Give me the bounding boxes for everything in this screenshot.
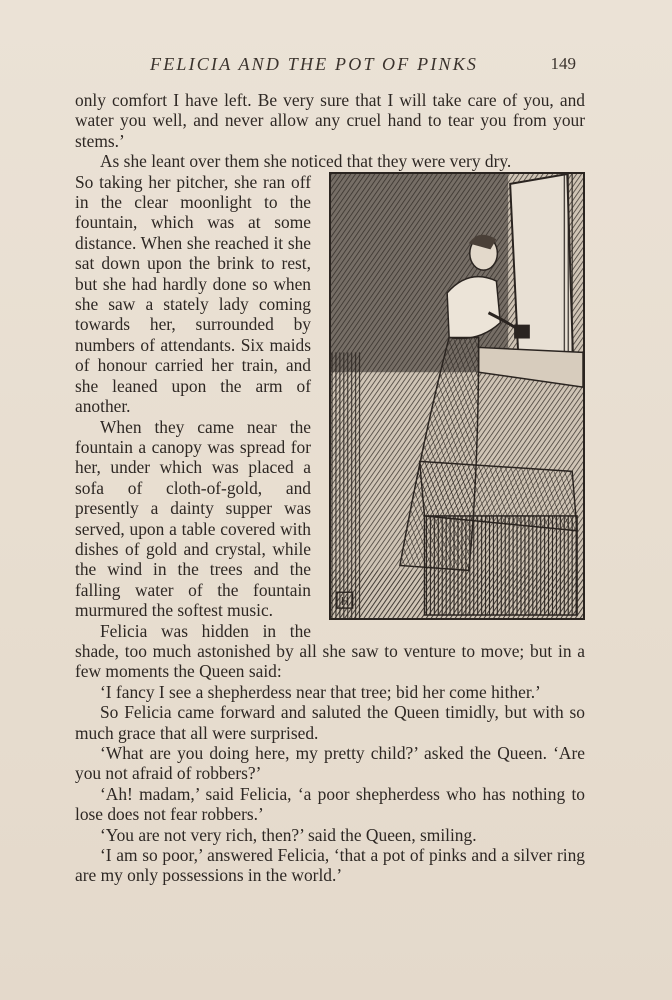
running-title: FELICIA AND THE POT OF PINKS	[150, 54, 479, 74]
paragraph-pitcher: So taking her pitcher, she ran off in the clear moonlight to the fountain, which was at some distance. When she reached it she sat down upon the brink to rest, but she had hardly done so when she saw a stately lady coming towards her, surrounded by numbers of attendants. Six maids of honour carried her train, and she leaned upon the arm of another.	[75, 171, 311, 417]
artist-monogram: H	[340, 594, 349, 608]
paragraph: Felicia was hidden in the shade, too much astonished by all she saw to venture to move; but in a few moments the Queen said:	[75, 620, 585, 682]
paragraph: ‘You are not very rich, then?’ said the Queen, smiling.	[100, 824, 477, 845]
paragraph: only comfort I have left. Be very sure that I will take care of you, and water you well, and never allow any cruel hand to tear you from your stems.’	[75, 90, 585, 151]
paragraph: So Felicia came forward and saluted the Queen timidly, but with so much grace that all were surprised.	[75, 702, 585, 743]
illustration-felicia-at-window	[329, 172, 585, 620]
paragraph: ‘I fancy I see a shepherdess near that tree; bid her come hither.’	[100, 681, 541, 702]
paragraph: ‘What are you doing here, my pretty child?’ asked the Queen. ‘Are you not afraid of robbers?’	[75, 743, 585, 784]
paragraph: ‘Ah! madam,’ said Felicia, ‘a poor shepherdess who has nothing to lose does not fear robbers.’	[75, 783, 585, 825]
paragraph-lead-line: As she leant over them she noticed that they were very dry.	[100, 151, 512, 172]
page-header	[150, 54, 580, 80]
engraving-image	[331, 174, 583, 618]
paragraph-noticed-dry	[75, 151, 585, 171]
paragraph: When they came near the fountain a canopy was spread for her, under which was placed a sofa of cloth-of-gold, and presently a dainty supper was served, upon a table covered with dishes of gold and crystal, while the wind in the trees and the falling water of the fountain murmured the softest music.	[75, 416, 311, 621]
page-number: 149	[550, 54, 576, 73]
body-text	[75, 90, 585, 886]
paragraph: ‘I am so poor,’ answered Felicia, ‘that a pot of pinks and a silver ring are my only possessions in the world.’	[75, 845, 585, 886]
